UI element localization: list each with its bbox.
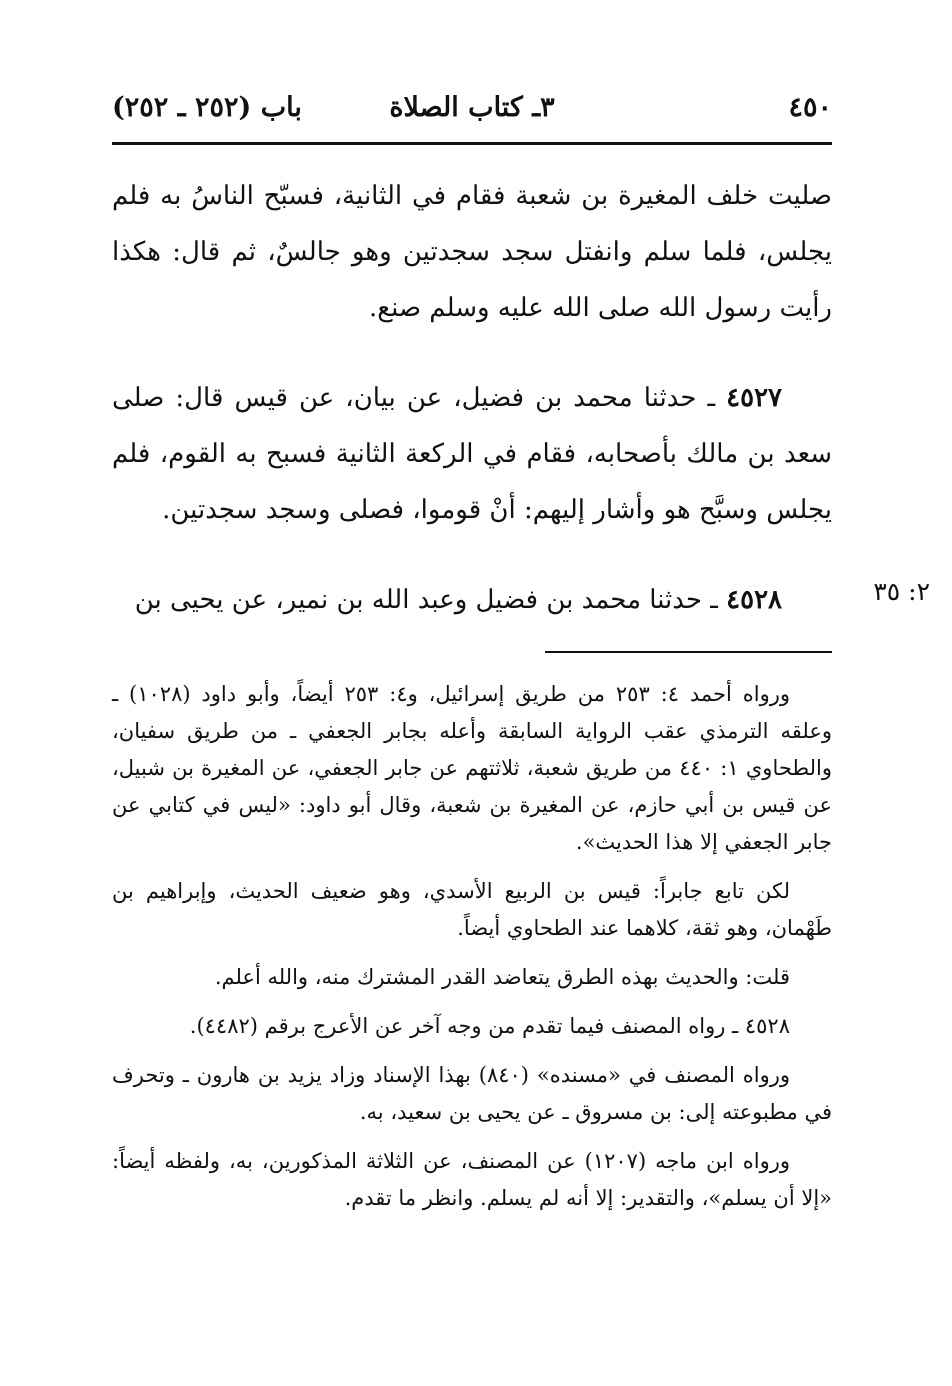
footnote-separator xyxy=(545,651,832,653)
footnote-paragraph: ٤٥٢٨ ـ رواه المصنف فيما تقدم من وجه آخر عن الأعرج برقم (٤٤٨٢). xyxy=(189,1014,790,1038)
footnote-paragraph: قلت: والحديث بهذه الطرق يتعاضد القدر المشترك منه، والله أعلم. xyxy=(214,965,790,989)
book-title: ٣ـ كتاب الصلاة xyxy=(389,92,555,123)
hadith-text: ـ حدثنا محمد بن فضيل، عن بيان، عن قيس قال: صلى سعد بن مالك بأصحابه، فقام في الركعة الثانية فسبح به القوم، فلم يجلس وسبَّح هو وأشار إليهم: أنْ قوموا، فصلى وسجد سجدتين. xyxy=(112,383,832,525)
chapter-range: باب (٢٥٢ ـ ٢٥٢) xyxy=(112,92,302,123)
footnotes xyxy=(112,676,832,1229)
hadith-4528 xyxy=(112,572,832,628)
main-text xyxy=(112,168,832,662)
footnote-paragraph: ورواه أحمد ٤: ٢٥٣ من طريق إسرائيل، و٤: ٢٥٣ أيضاً، وأبو داود (١٠٢٨) ـ وعلقه الترمذي عقب الرواية السابقة وأعله بجابر الجعفي ـ من طريق سفيان، والطحاوي ١: ٤٤٠ من طريق شعبة، ثلاثتهم عن جابر الجعفي، عن المغيرة بن شبيل، عن قيس بن أبي حازم، عن المغيرة بن شعبة، وقال أبو داود: «ليس في كتابي عن جابر الجعفي إلا هذا الحديث». xyxy=(112,682,833,854)
header-rule xyxy=(112,142,832,145)
hadith-number: ٤٥٢٨ xyxy=(726,585,782,615)
paragraph-continuation: صليت خلف المغيرة بن شعبة فقام في الثانية، فسبّح الناسُ به فلم يجلس، فلما سلم وانفتل سجد سجدتين وهو جالسٌ، ثم قال: هكذا رأيت رسول الله صلى الله عليه وسلم صنع. xyxy=(112,181,832,323)
hadith-4527 xyxy=(112,370,832,538)
hadith-number: ٤٥٢٧ xyxy=(726,383,782,413)
margin-reference: ٢: ٣٥ xyxy=(873,577,930,606)
page-header xyxy=(112,88,832,136)
footnote-paragraph: ورواه ابن ماجه (١٢٠٧) عن المصنف، عن الثلاثة المذكورين، به، ولفظه أيضاً: «إلا أن يسلم»، والتقدير: إلا أنه لم يسلم. وانظر ما تقدم. xyxy=(112,1149,832,1210)
footnote-paragraph: ورواه المصنف في «مسنده» (٨٤٠) بهذا الإسناد وزاد يزيد بن هارون ـ وتحرف في مطبوعته إلى: بن مسروق ـ عن يحيى بن سعيد، به. xyxy=(112,1063,832,1124)
footnote-paragraph: لكن تابع جابراً: قيس بن الربيع الأسدي، وهو ضعيف الحديث، وإبراهيم بن طَهْمان، وهو ثقة، كلاهما عند الطحاوي أيضاً. xyxy=(112,879,832,940)
hadith-text: ـ حدثنا محمد بن فضيل وعبد الله بن نمير، عن يحيى بن xyxy=(134,585,727,615)
page-number: ٤٥٠ xyxy=(788,92,832,123)
